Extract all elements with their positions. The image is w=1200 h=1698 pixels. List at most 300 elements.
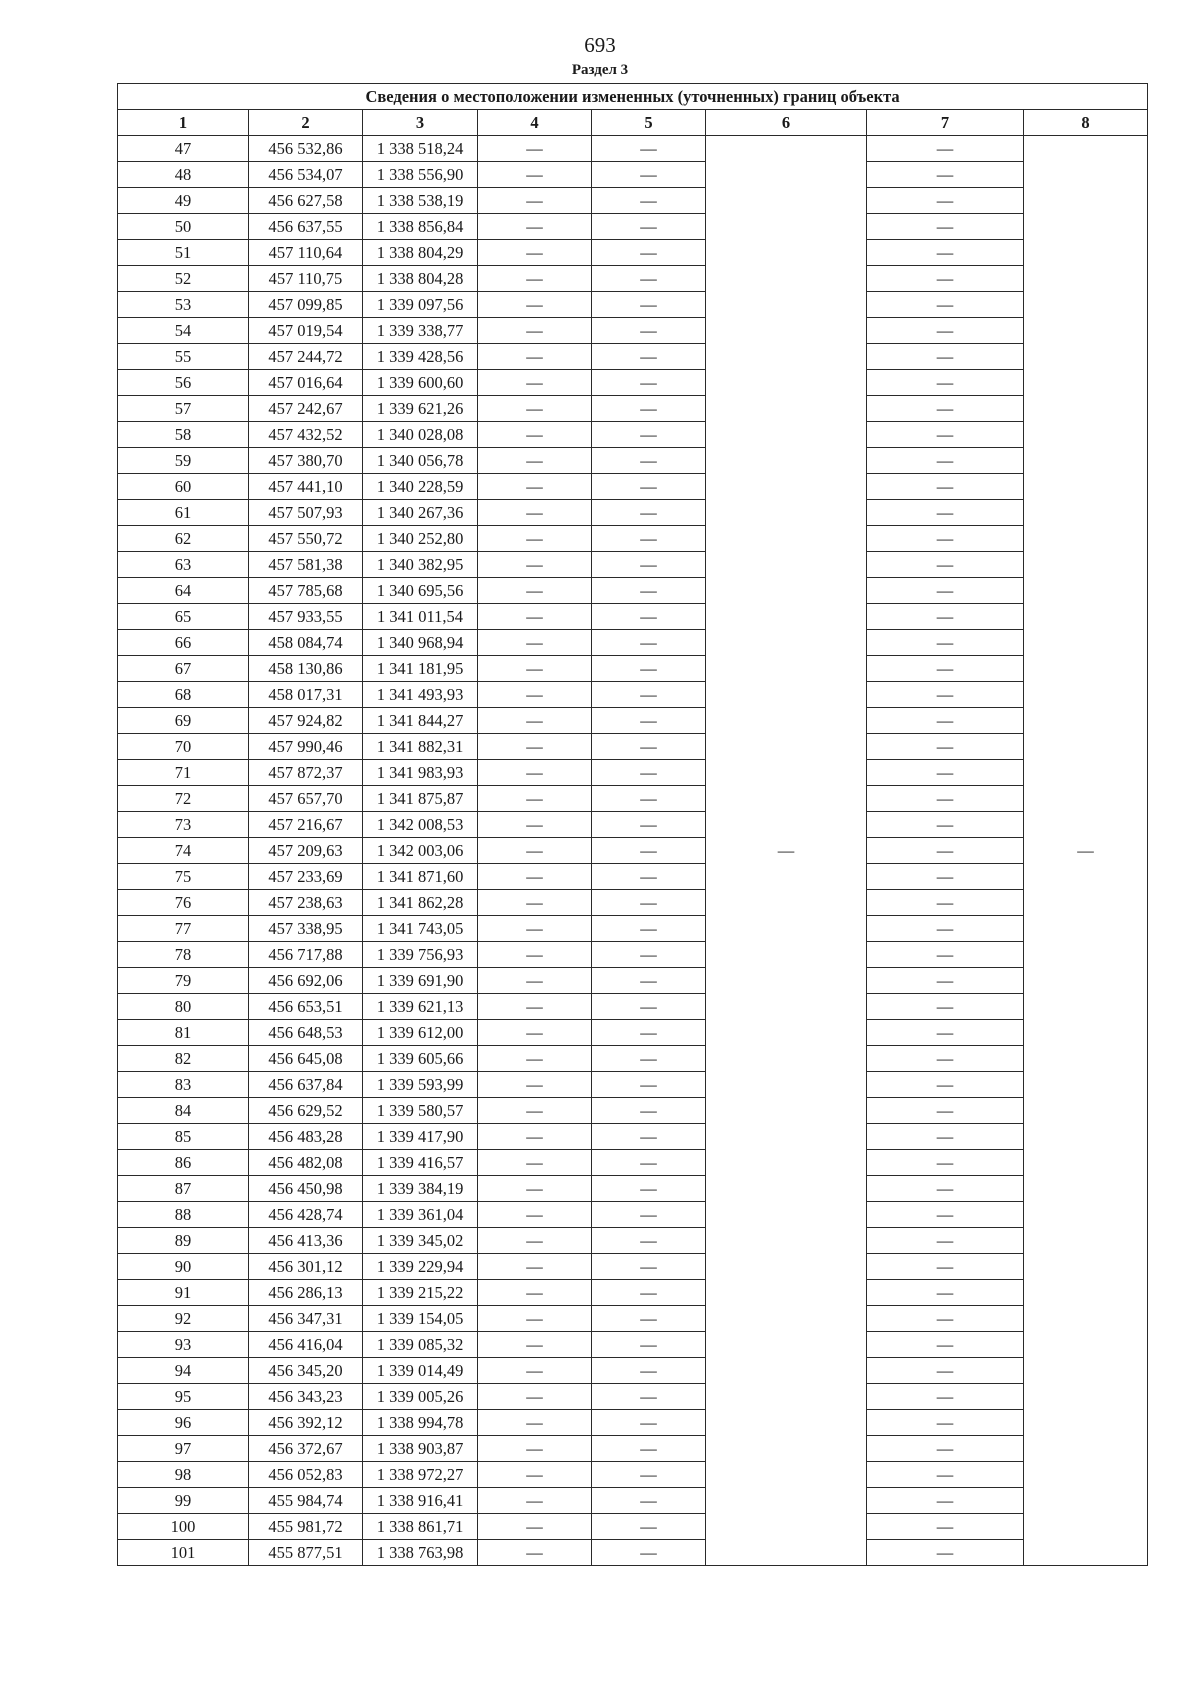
table-row	[118, 578, 1148, 604]
point-number-cell: 74	[118, 838, 249, 864]
column-4-dash-cell: —	[478, 916, 592, 942]
x-coordinate-cell: 457 209,63	[249, 838, 363, 864]
column-7-dash-cell: —	[867, 1462, 1024, 1488]
column-4-dash-cell: —	[478, 1254, 592, 1280]
column-7-dash-cell: —	[867, 500, 1024, 526]
column-4-dash-cell: —	[478, 1384, 592, 1410]
column-5-dash-cell: —	[592, 396, 706, 422]
y-coordinate-cell: 1 339 014,49	[363, 1358, 478, 1384]
y-coordinate-cell: 1 338 903,87	[363, 1436, 478, 1462]
y-coordinate-cell: 1 339 338,77	[363, 318, 478, 344]
point-number-cell: 79	[118, 968, 249, 994]
column-5-dash-cell: —	[592, 1410, 706, 1436]
column-4-dash-cell: —	[478, 396, 592, 422]
column-5-dash-cell: —	[592, 526, 706, 552]
column-4-dash-cell: —	[478, 1202, 592, 1228]
column-4-dash-cell: —	[478, 136, 592, 162]
column-5-dash-cell: —	[592, 1150, 706, 1176]
point-number-cell: 82	[118, 1046, 249, 1072]
point-number-cell: 51	[118, 240, 249, 266]
column-4-dash-cell: —	[478, 1124, 592, 1150]
column-7-dash-cell: —	[867, 1150, 1024, 1176]
column-7-dash-cell: —	[867, 266, 1024, 292]
table-row	[118, 344, 1148, 370]
column-5-dash-cell: —	[592, 708, 706, 734]
y-coordinate-cell: 1 342 008,53	[363, 812, 478, 838]
table-row	[118, 1124, 1148, 1150]
column-7-dash-cell: —	[867, 1098, 1024, 1124]
column-4-dash-cell: —	[478, 1020, 592, 1046]
table-row	[118, 1462, 1148, 1488]
x-coordinate-cell: 458 084,74	[249, 630, 363, 656]
column-7-dash-cell: —	[867, 448, 1024, 474]
point-number-cell: 100	[118, 1514, 249, 1540]
column-4-dash-cell: —	[478, 1488, 592, 1514]
x-coordinate-cell: 456 301,12	[249, 1254, 363, 1280]
column-7-dash-cell: —	[867, 552, 1024, 578]
column-5-dash-cell: —	[592, 1176, 706, 1202]
y-coordinate-cell: 1 339 384,19	[363, 1176, 478, 1202]
point-number-cell: 66	[118, 630, 249, 656]
column-5-dash-cell: —	[592, 1358, 706, 1384]
y-coordinate-cell: 1 339 215,22	[363, 1280, 478, 1306]
column-7-dash-cell: —	[867, 1254, 1024, 1280]
x-coordinate-cell: 457 990,46	[249, 734, 363, 760]
column-4-dash-cell: —	[478, 604, 592, 630]
y-coordinate-cell: 1 339 154,05	[363, 1306, 478, 1332]
x-coordinate-cell: 457 016,64	[249, 370, 363, 396]
table-row	[118, 396, 1148, 422]
column-5-dash-cell: —	[592, 812, 706, 838]
y-coordinate-cell: 1 338 763,98	[363, 1540, 478, 1566]
x-coordinate-cell: 456 286,13	[249, 1280, 363, 1306]
x-coordinate-cell: 456 343,23	[249, 1384, 363, 1410]
point-number-cell: 48	[118, 162, 249, 188]
column-5-dash-cell: —	[592, 448, 706, 474]
y-coordinate-cell: 1 341 011,54	[363, 604, 478, 630]
table-row	[118, 526, 1148, 552]
y-coordinate-cell: 1 340 382,95	[363, 552, 478, 578]
point-number-cell: 97	[118, 1436, 249, 1462]
column-4-dash-cell: —	[478, 1306, 592, 1332]
table-row	[118, 1046, 1148, 1072]
x-coordinate-cell: 456 347,31	[249, 1306, 363, 1332]
table-row	[118, 890, 1148, 916]
page-number: 693	[584, 33, 616, 57]
x-coordinate-cell: 456 692,06	[249, 968, 363, 994]
column-5-dash-cell: —	[592, 864, 706, 890]
column-5-dash-cell: —	[592, 1098, 706, 1124]
column-7-dash-cell: —	[867, 1358, 1024, 1384]
table-row	[118, 266, 1148, 292]
point-number-cell: 95	[118, 1384, 249, 1410]
point-number-cell: 89	[118, 1228, 249, 1254]
x-coordinate-cell: 456 717,88	[249, 942, 363, 968]
x-coordinate-cell: 456 648,53	[249, 1020, 363, 1046]
column-6-merged-cell: —	[706, 136, 867, 1566]
column-5-dash-cell: —	[592, 474, 706, 500]
point-number-cell: 86	[118, 1150, 249, 1176]
column-4-dash-cell: —	[478, 188, 592, 214]
column-7-dash-cell: —	[867, 1124, 1024, 1150]
column-7-dash-cell: —	[867, 1514, 1024, 1540]
column-7-dash-cell: —	[867, 1072, 1024, 1098]
x-coordinate-cell: 457 244,72	[249, 344, 363, 370]
column-5-dash-cell: —	[592, 916, 706, 942]
column-4-dash-cell: —	[478, 656, 592, 682]
column-number-3: 3	[363, 110, 478, 136]
column-7-dash-cell: —	[867, 396, 1024, 422]
column-4-dash-cell: —	[478, 1436, 592, 1462]
point-number-cell: 70	[118, 734, 249, 760]
column-5-dash-cell: —	[592, 552, 706, 578]
column-number-row	[118, 110, 1148, 136]
x-coordinate-cell: 458 130,86	[249, 656, 363, 682]
column-7-dash-cell: —	[867, 1410, 1024, 1436]
table-row	[118, 1540, 1148, 1566]
table-row	[118, 1358, 1148, 1384]
point-number-cell: 53	[118, 292, 249, 318]
y-coordinate-cell: 1 339 691,90	[363, 968, 478, 994]
column-4-dash-cell: —	[478, 162, 592, 188]
point-number-cell: 58	[118, 422, 249, 448]
table-row	[118, 812, 1148, 838]
column-5-dash-cell: —	[592, 942, 706, 968]
y-coordinate-cell: 1 341 844,27	[363, 708, 478, 734]
y-coordinate-cell: 1 340 228,59	[363, 474, 478, 500]
table-row	[118, 1332, 1148, 1358]
column-4-dash-cell: —	[478, 526, 592, 552]
section-title: Раздел 3	[571, 62, 629, 78]
column-4-dash-cell: —	[478, 1046, 592, 1072]
column-5-dash-cell: —	[592, 604, 706, 630]
column-4-dash-cell: —	[478, 1098, 592, 1124]
table-row	[118, 1020, 1148, 1046]
point-number-cell: 63	[118, 552, 249, 578]
column-5-dash-cell: —	[592, 630, 706, 656]
column-4-dash-cell: —	[478, 812, 592, 838]
x-coordinate-cell: 456 428,74	[249, 1202, 363, 1228]
column-5-dash-cell: —	[592, 760, 706, 786]
column-7-dash-cell: —	[867, 1046, 1024, 1072]
column-5-dash-cell: —	[592, 318, 706, 344]
table-row	[118, 1098, 1148, 1124]
point-number-cell: 69	[118, 708, 249, 734]
y-coordinate-cell: 1 341 882,31	[363, 734, 478, 760]
x-coordinate-cell: 456 629,52	[249, 1098, 363, 1124]
y-coordinate-cell: 1 340 695,56	[363, 578, 478, 604]
table-row	[118, 916, 1148, 942]
column-7-dash-cell: —	[867, 1306, 1024, 1332]
x-coordinate-cell: 457 872,37	[249, 760, 363, 786]
table-row	[118, 786, 1148, 812]
table-row	[118, 1514, 1148, 1540]
x-coordinate-cell: 455 981,72	[249, 1514, 363, 1540]
point-number-cell: 80	[118, 994, 249, 1020]
table-row	[118, 552, 1148, 578]
column-4-dash-cell: —	[478, 1358, 592, 1384]
column-7-dash-cell: —	[867, 838, 1024, 864]
column-7-dash-cell: —	[867, 136, 1024, 162]
column-7-dash-cell: —	[867, 1020, 1024, 1046]
x-coordinate-cell: 456 627,58	[249, 188, 363, 214]
column-7-dash-cell: —	[867, 292, 1024, 318]
column-4-dash-cell: —	[478, 708, 592, 734]
column-7-dash-cell: —	[867, 526, 1024, 552]
column-5-dash-cell: —	[592, 968, 706, 994]
y-coordinate-cell: 1 339 229,94	[363, 1254, 478, 1280]
point-number-cell: 61	[118, 500, 249, 526]
column-4-dash-cell: —	[478, 1332, 592, 1358]
column-4-dash-cell: —	[478, 1072, 592, 1098]
column-number-8: 8	[1024, 110, 1148, 136]
y-coordinate-cell: 1 338 518,24	[363, 136, 478, 162]
column-7-dash-cell: —	[867, 864, 1024, 890]
y-coordinate-cell: 1 341 181,95	[363, 656, 478, 682]
point-number-cell: 72	[118, 786, 249, 812]
table-row	[118, 1280, 1148, 1306]
table-row	[118, 942, 1148, 968]
x-coordinate-cell: 456 534,07	[249, 162, 363, 188]
column-5-dash-cell: —	[592, 422, 706, 448]
table-row	[118, 214, 1148, 240]
table-row	[118, 760, 1148, 786]
column-5-dash-cell: —	[592, 682, 706, 708]
column-7-dash-cell: —	[867, 1332, 1024, 1358]
x-coordinate-cell: 456 413,36	[249, 1228, 363, 1254]
y-coordinate-cell: 1 340 968,94	[363, 630, 478, 656]
column-number-2: 2	[249, 110, 363, 136]
column-4-dash-cell: —	[478, 448, 592, 474]
table-row	[118, 1228, 1148, 1254]
column-5-dash-cell: —	[592, 292, 706, 318]
x-coordinate-cell: 457 657,70	[249, 786, 363, 812]
point-number-cell: 99	[118, 1488, 249, 1514]
point-number-cell: 91	[118, 1280, 249, 1306]
table-title: Сведения о местоположении измененных (уточненных) границ объекта	[118, 84, 1148, 110]
table-row	[118, 630, 1148, 656]
point-number-cell: 75	[118, 864, 249, 890]
column-5-dash-cell: —	[592, 500, 706, 526]
column-5-dash-cell: —	[592, 1020, 706, 1046]
column-7-dash-cell: —	[867, 1384, 1024, 1410]
point-number-cell: 76	[118, 890, 249, 916]
x-coordinate-cell: 457 338,95	[249, 916, 363, 942]
column-7-dash-cell: —	[867, 1176, 1024, 1202]
point-number-cell: 71	[118, 760, 249, 786]
x-coordinate-cell: 457 242,67	[249, 396, 363, 422]
column-4-dash-cell: —	[478, 1540, 592, 1566]
column-8-merged-cell: —	[1024, 136, 1148, 1566]
column-7-dash-cell: —	[867, 708, 1024, 734]
column-4-dash-cell: —	[478, 890, 592, 916]
point-number-cell: 67	[118, 656, 249, 682]
table-row	[118, 422, 1148, 448]
x-coordinate-cell: 456 450,98	[249, 1176, 363, 1202]
x-coordinate-cell: 457 507,93	[249, 500, 363, 526]
column-5-dash-cell: —	[592, 1514, 706, 1540]
y-coordinate-cell: 1 339 756,93	[363, 942, 478, 968]
y-coordinate-cell: 1 340 267,36	[363, 500, 478, 526]
y-coordinate-cell: 1 340 252,80	[363, 526, 478, 552]
point-number-cell: 90	[118, 1254, 249, 1280]
table-row	[118, 136, 1148, 162]
column-4-dash-cell: —	[478, 474, 592, 500]
table-row	[118, 656, 1148, 682]
column-4-dash-cell: —	[478, 422, 592, 448]
point-number-cell: 98	[118, 1462, 249, 1488]
table-row	[118, 604, 1148, 630]
x-coordinate-cell: 458 017,31	[249, 682, 363, 708]
x-coordinate-cell: 456 653,51	[249, 994, 363, 1020]
column-4-dash-cell: —	[478, 942, 592, 968]
column-5-dash-cell: —	[592, 370, 706, 396]
column-7-dash-cell: —	[867, 994, 1024, 1020]
column-4-dash-cell: —	[478, 318, 592, 344]
y-coordinate-cell: 1 339 361,04	[363, 1202, 478, 1228]
point-number-cell: 68	[118, 682, 249, 708]
table-title-row	[118, 84, 1148, 110]
x-coordinate-cell: 457 924,82	[249, 708, 363, 734]
x-coordinate-cell: 456 637,84	[249, 1072, 363, 1098]
table-row	[118, 162, 1148, 188]
y-coordinate-cell: 1 341 493,93	[363, 682, 478, 708]
y-coordinate-cell: 1 338 856,84	[363, 214, 478, 240]
column-4-dash-cell: —	[478, 500, 592, 526]
y-coordinate-cell: 1 339 600,60	[363, 370, 478, 396]
column-7-dash-cell: —	[867, 604, 1024, 630]
point-number-cell: 57	[118, 396, 249, 422]
x-coordinate-cell: 457 785,68	[249, 578, 363, 604]
table-row	[118, 682, 1148, 708]
column-7-dash-cell: —	[867, 1488, 1024, 1514]
y-coordinate-cell: 1 338 538,19	[363, 188, 478, 214]
column-4-dash-cell: —	[478, 214, 592, 240]
table-row	[118, 1150, 1148, 1176]
column-4-dash-cell: —	[478, 838, 592, 864]
column-4-dash-cell: —	[478, 1514, 592, 1540]
column-4-dash-cell: —	[478, 1280, 592, 1306]
table-row	[118, 1202, 1148, 1228]
column-4-dash-cell: —	[478, 292, 592, 318]
column-number-7: 7	[867, 110, 1024, 136]
y-coordinate-cell: 1 339 428,56	[363, 344, 478, 370]
point-number-cell: 94	[118, 1358, 249, 1384]
x-coordinate-cell: 456 645,08	[249, 1046, 363, 1072]
table-row	[118, 1436, 1148, 1462]
point-number-cell: 83	[118, 1072, 249, 1098]
column-7-dash-cell: —	[867, 760, 1024, 786]
table-row	[118, 1254, 1148, 1280]
column-4-dash-cell: —	[478, 1176, 592, 1202]
x-coordinate-cell: 456 532,86	[249, 136, 363, 162]
column-5-dash-cell: —	[592, 136, 706, 162]
y-coordinate-cell: 1 339 621,26	[363, 396, 478, 422]
y-coordinate-cell: 1 341 743,05	[363, 916, 478, 942]
column-4-dash-cell: —	[478, 786, 592, 812]
column-4-dash-cell: —	[478, 1410, 592, 1436]
x-coordinate-cell: 456 392,12	[249, 1410, 363, 1436]
y-coordinate-cell: 1 340 056,78	[363, 448, 478, 474]
column-5-dash-cell: —	[592, 838, 706, 864]
x-coordinate-cell: 457 110,64	[249, 240, 363, 266]
column-5-dash-cell: —	[592, 214, 706, 240]
column-7-dash-cell: —	[867, 1202, 1024, 1228]
y-coordinate-cell: 1 339 605,66	[363, 1046, 478, 1072]
x-coordinate-cell: 456 052,83	[249, 1462, 363, 1488]
y-coordinate-cell: 1 341 875,87	[363, 786, 478, 812]
y-coordinate-cell: 1 339 005,26	[363, 1384, 478, 1410]
x-coordinate-cell: 456 372,67	[249, 1436, 363, 1462]
y-coordinate-cell: 1 339 612,00	[363, 1020, 478, 1046]
x-coordinate-cell: 456 482,08	[249, 1150, 363, 1176]
table-row	[118, 370, 1148, 396]
table-row	[118, 864, 1148, 890]
y-coordinate-cell: 1 338 804,29	[363, 240, 478, 266]
column-4-dash-cell: —	[478, 630, 592, 656]
y-coordinate-cell: 1 339 416,57	[363, 1150, 478, 1176]
column-7-dash-cell: —	[867, 1436, 1024, 1462]
column-5-dash-cell: —	[592, 1072, 706, 1098]
y-coordinate-cell: 1 339 085,32	[363, 1332, 478, 1358]
column-number-4: 4	[478, 110, 592, 136]
x-coordinate-cell: 457 432,52	[249, 422, 363, 448]
point-number-cell: 59	[118, 448, 249, 474]
point-number-cell: 64	[118, 578, 249, 604]
column-5-dash-cell: —	[592, 1124, 706, 1150]
point-number-cell: 62	[118, 526, 249, 552]
y-coordinate-cell: 1 339 345,02	[363, 1228, 478, 1254]
x-coordinate-cell: 456 345,20	[249, 1358, 363, 1384]
column-7-dash-cell: —	[867, 422, 1024, 448]
column-4-dash-cell: —	[478, 344, 592, 370]
column-4-dash-cell: —	[478, 968, 592, 994]
column-5-dash-cell: —	[592, 1462, 706, 1488]
x-coordinate-cell: 457 110,75	[249, 266, 363, 292]
column-4-dash-cell: —	[478, 370, 592, 396]
x-coordinate-cell: 456 637,55	[249, 214, 363, 240]
column-5-dash-cell: —	[592, 1540, 706, 1566]
column-7-dash-cell: —	[867, 1540, 1024, 1566]
column-7-dash-cell: —	[867, 890, 1024, 916]
x-coordinate-cell: 457 233,69	[249, 864, 363, 890]
x-coordinate-cell: 456 416,04	[249, 1332, 363, 1358]
table-row	[118, 1176, 1148, 1202]
column-5-dash-cell: —	[592, 188, 706, 214]
column-4-dash-cell: —	[478, 682, 592, 708]
column-7-dash-cell: —	[867, 812, 1024, 838]
point-number-cell: 84	[118, 1098, 249, 1124]
y-coordinate-cell: 1 338 994,78	[363, 1410, 478, 1436]
column-4-dash-cell: —	[478, 1150, 592, 1176]
point-number-cell: 96	[118, 1410, 249, 1436]
column-5-dash-cell: —	[592, 994, 706, 1020]
column-7-dash-cell: —	[867, 1228, 1024, 1254]
point-number-cell: 77	[118, 916, 249, 942]
column-4-dash-cell: —	[478, 266, 592, 292]
y-coordinate-cell: 1 342 003,06	[363, 838, 478, 864]
table-row	[118, 1410, 1148, 1436]
column-7-dash-cell: —	[867, 734, 1024, 760]
y-coordinate-cell: 1 338 916,41	[363, 1488, 478, 1514]
point-number-cell: 87	[118, 1176, 249, 1202]
point-number-cell: 54	[118, 318, 249, 344]
point-number-cell: 73	[118, 812, 249, 838]
column-number-5: 5	[592, 110, 706, 136]
x-coordinate-cell: 457 099,85	[249, 292, 363, 318]
x-coordinate-cell: 457 581,38	[249, 552, 363, 578]
y-coordinate-cell: 1 341 983,93	[363, 760, 478, 786]
